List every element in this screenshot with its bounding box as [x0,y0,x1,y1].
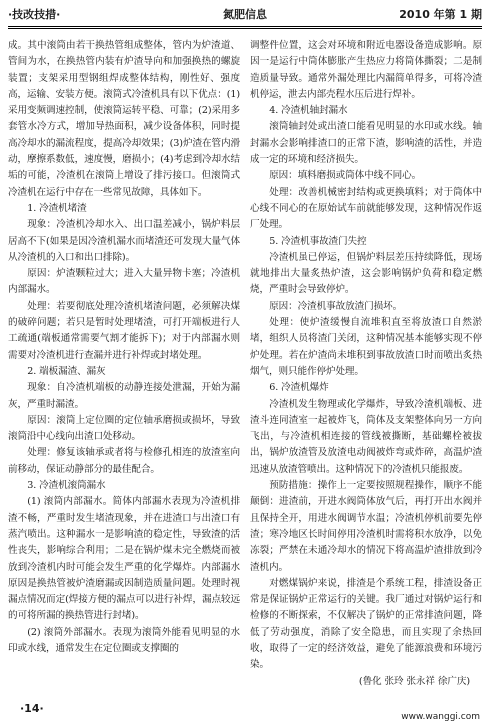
paragraph: 处理：改善机械密封结构或更换填料；对于筒体中心线不同心的在原始试车前就能够发现，这种情况作返厂处理。 [250,186,482,231]
paragraph: 处理：若要彻底处理冷渣机堵渣问题，必须解决煤的破碎问题；若只是暂时处理堵渣，可打开端板进行人工疏通(端板通常需要气割才能拆下)；对于内部漏水则需要对冷渣机进行查漏并进行补焊或封堵处理。 [8,300,240,361]
section-heading: 1. 冷渣机堵渣 [27,202,87,214]
paragraph: 原因：滚筒上定位圈的定位轴承磨损或损坏，导致滚筒沿中心线向出渣口处移动。 [8,414,240,443]
paragraph: 冷渣机发生物理或化学爆炸，导致冷渣机端板、进渣斗连同渣室一起被炸飞，筒体及支架整体向另一方向飞出，与冷渣机相连接的管线被撕断，基础螺栓被拔出，锅炉放渣管及放渣电动阀被炸弯或炸碎，高温炉渣迅速从放渣管喷出。这种情况下的冷渣机只能报废。 [250,398,482,475]
header-rule [8,26,482,27]
left-column [8,38,240,657]
paragraph: 调整件位置，这会对环境和附近电器设备造成影响。原因一是运行中筒体膨胀产生热应力将筒体撕裂；二是制造质量导致。通常外漏处理比内漏简单得多，可将冷渣机停运，泄去内部壳程水压后进行焊补。 [250,40,482,100]
section-tag: ·技改技措· [8,8,61,21]
paragraph: 原因：填料磨损或筒体中线不同心。 [269,170,422,182]
right-column [250,38,482,690]
section-heading: 5. 冷渣机事故渣门失控 [269,235,367,247]
section-heading: 4. 冷渣机轴封漏水 [269,105,348,117]
paragraph: 处理：使炉渣缓慢自流堆积直至将放渣口自然淤堵，组织人员将渣门关闭，这种情况基本能够实现不停炉处理。若在炉渣尚未堆积到事故放渣口时而喷出炙热烟气，则只能作停炉处理。 [250,317,482,377]
section-heading: 6. 冷渣机爆炸 [269,382,329,394]
paragraph: (2) 滚筒外部漏水。表现为滚筒外能看见明显的水印或水线，通常发生在定位圈或支撑圈的 [8,626,240,654]
section-heading: 2. 端板漏渣、漏灰 [27,365,106,377]
paragraph: 成。其中滚筒由若干换热管组成整体，管内为炉渣道、管间为水，在换热管内装有炉渣导向和加强换热的螺旋装置；支架采用型钢组焊成整体结构，刚性好、强度高，运输、安装方便。滚筒式冷渣机具有以下优点：(1)采用变频调速控制，使滚筒运转平稳、可靠；(2)采用多套管水冷方式，增加导热面积，减少设备体积，同时提高冷却水的漏流程度，提高冷却效果；(3)炉渣在管内滑动，摩擦系数低，速度慢，磨损小；(4)考虑到冷却水结垢的可能，冷渣机在滚筒上增设了排污接口。但滚筒式冷渣机在运行中存在一些常见故障，具体如下。 [8,40,240,198]
paragraph: 现象：自冷渣机端板的动静连接处泄漏，开始为漏灰，严重时漏渣。 [8,382,240,410]
page-number: ·14· [20,702,44,715]
paragraph: 冷渣机虽已停运，但锅炉料层差压持续降低，现场就地排出大量炙热炉渣，这会影响锅炉负荷和稳定燃烧，严重时会导致停炉。 [250,251,482,296]
paragraph: 滚筒轴封处或出渣口能看见明显的水印或水线。轴封漏水会影响排渣口的正常下渣，影响渣的活性，并造成一定的环境和经济损失。 [250,121,482,166]
paragraph: 处理：修复该轴承或者将与检修孔相连的放渣室向前移动，保证动静部分的最佳配合。 [8,447,240,475]
journal-title: 氮肥信息 [223,8,267,21]
paragraph: 对燃煤锅炉来说，排渣是个系统工程，排渣设备正常是保证锅炉正常运行的关键。我厂通过对锅炉运行和检修的不断探索，不仅解决了锅炉的正常排渣问题，降低了劳动强度，消除了安全隐患，而且实现了余热回收，取得了一定的经济效益，避免了能源浪费和环境污染。 [250,577,482,671]
header-rule-thin [8,28,482,29]
watermark: www.wanggi.com [401,712,480,722]
author-credits: (鲁化 张玲 张永祥 徐广庆) [358,675,470,687]
issue-label: 2010 年第 1 期 [399,8,482,21]
section-heading: 3. 冷渣机滚筒漏水 [27,480,106,492]
paragraph: 原因：冷渣机事故放渣门损坏。 [269,300,403,312]
running-header [8,6,482,24]
paragraph: 预防措施：操作上一定要按照规程操作，顺序不能颠倒：进渣前，开进水阀筒体放气后，再打开出水阀并且保持全开，用进水阀调节水温；冷渣机停机前要先停渣；寒冷地区长时间停用冷渣机时需将积水放净，以免冻裂；严禁在未通冷却水的情况下将高温炉渣排放到冷渣机内。 [250,480,482,573]
paragraph: 现象：冷渣机冷却水入、出口温差减小，锅炉料层居高不下(如果是因冷渣机漏水而堵渣还可发现大量气体从冷渣机的入口和出口排除)。 [8,219,240,263]
paragraph: (1) 滚筒内部漏水。简体内部漏水表现为冷渣机排渣不畅，严重时发生堵渣现象，并在进渣口与出渣口有蒸汽喷出。这种漏水一是影响渣的稳定性，导致渣的活性丧失，影响综合利用；二是在锅炉煤未完全燃烧而被放到冷渣机内时可能会发生严重的化学爆炸。内部漏水原因是换热管被炉渣磨漏或因制造质量问题。处理时视漏点情况而定(焊接方便的漏点可以进行补焊，漏点较远的可将所漏的换热管进行封堵)。 [8,496,240,622]
paragraph: 原因：炉渣颗粒过大；进入大量异物卡塞；冷渣机内部漏水。 [8,268,240,296]
